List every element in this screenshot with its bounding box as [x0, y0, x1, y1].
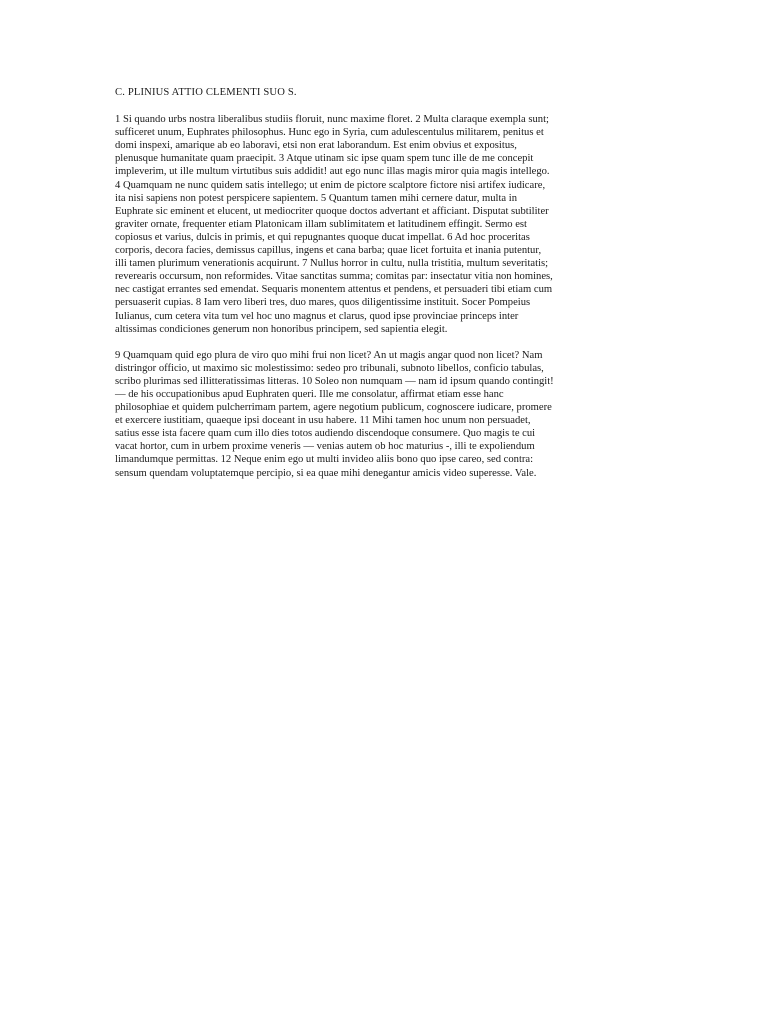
text-line: — de his occupationibus apud Euphraten queri. Ille me consolatur, affirmat etiam esse hanc	[115, 388, 504, 400]
text-line: philosophiae et quidem pulcherrimam partem, agere negotium publicum, cognoscere iudicare, promere	[115, 402, 552, 414]
text-line: domi inspexi, amarique ab eo laboravi, etsi non erat laborandum. Est enim obvius et expositus,	[115, 140, 517, 152]
text-line: persuaserit cupias. 8 Iam vero liberi tres, duo mares, quos diligentissime instituit. Socer Pompeius	[115, 297, 531, 309]
document-page	[115, 86, 633, 493]
text-line: Euphrate sic eminent et elucent, ut mediocriter quoque doctos advertant et afficiant. Disputat subtiliter	[115, 205, 549, 217]
text-line: vacat hortor, cum in urbem proxime veneris — venias autem ob hoc maturius -, illi te expoliendum	[115, 441, 535, 453]
letter-heading: C. PLINIUS ATTIO CLEMENTI SUO S.	[115, 87, 297, 98]
text-line: sensum quendam voluptatemque percipio, si ea quae mihi denegantur amicis video superesse. Vale.	[115, 467, 537, 479]
text-line: distringor officio, ut maximo sic molestissimo: sedeo pro tribunali, subnoto libellos, conficio tabulas,	[115, 362, 544, 374]
text-line: et exercere iustitiam, quaeque ipsi doceant in usu habere. 11 Mihi tamen hoc unum non persuadet,	[115, 415, 531, 427]
text-line: Iulianus, cum cetera vita tum vel hoc uno magnus et clarus, quod ipse provinciae princeps inter	[115, 310, 519, 322]
text-line: impleverim, ut ille multum virtutibus suis addidit! aut ego nunc illas magis miror quia magis intellego.	[115, 166, 550, 178]
text-line: corporis, decora facies, demissus capillus, ingens et cana barba; quae licet fortuita et inania putentur,	[115, 245, 542, 257]
text-line: nec castigat errantes sed emendat. Sequaris monentem attentus et pendens, et persuaderi tibi etiam cum	[115, 284, 553, 296]
text-line: 4 Quamquam ne nunc quidem satis intellego; ut enim de pictore scalptore fictore nisi artifex iudicare,	[115, 179, 546, 191]
text-line: plenusque humanitate quam praecipit. 3 Atque utinam sic ipse quam spem tunc ille de me concepit	[115, 153, 534, 165]
paragraph-1	[115, 113, 633, 336]
text-line: copiosus et varius, dulcis in primis, et qui repugnantes quoque ducat impellat. 6 Ad hoc proceritas	[115, 231, 530, 243]
text-line: 1 Si quando urbs nostra liberalibus studiis floruit, nunc maxime floret. 2 Multa claraque exempla sunt;	[115, 114, 549, 126]
text-line: limandumque permittas. 12 Neque enim ego ut multi invideo aliis bono quo ipse careo, sed contra:	[115, 454, 534, 466]
text-line: satius esse ista facere quam cum illo dies totos audiendo discendoque consumere. Quo magis te cui	[115, 428, 536, 440]
text-line: 9 Quamquam quid ego plura de viro quo mihi frui non licet? An ut magis angar quod non licet? Nam	[115, 349, 543, 361]
text-line: scribo plurimas sed illitteratissimas litteras. 10 Soleo non numquam — nam id ipsum quando contingit!	[115, 375, 554, 387]
text-line: reverearis occursum, non reformides. Vitae sanctitas summa; comitas par: insectatur vitia non homines,	[115, 271, 553, 283]
text-line: altissimas condiciones generum non honoribus principem, sed sapientia elegit.	[115, 323, 448, 335]
text-line: graviter ornate, frequenter etiam Platonicam illam sublimitatem et latitudinem effingit. Sermo est	[115, 218, 527, 230]
text-line: sufficeret unum, Euphrates philosophus. Hunc ego in Syria, cum adulescentulus militarem, penitus et	[115, 127, 544, 139]
text-line: ita nisi sapiens non potest perspicere sapientem. 5 Quantum tamen mihi cernere datur, multa in	[115, 192, 518, 204]
text-line: illi tamen plurimum venerationis acquirunt. 7 Nullus horror in cultu, nulla tristitia, multum severitatis;	[115, 258, 549, 270]
paragraph-2	[115, 349, 633, 480]
